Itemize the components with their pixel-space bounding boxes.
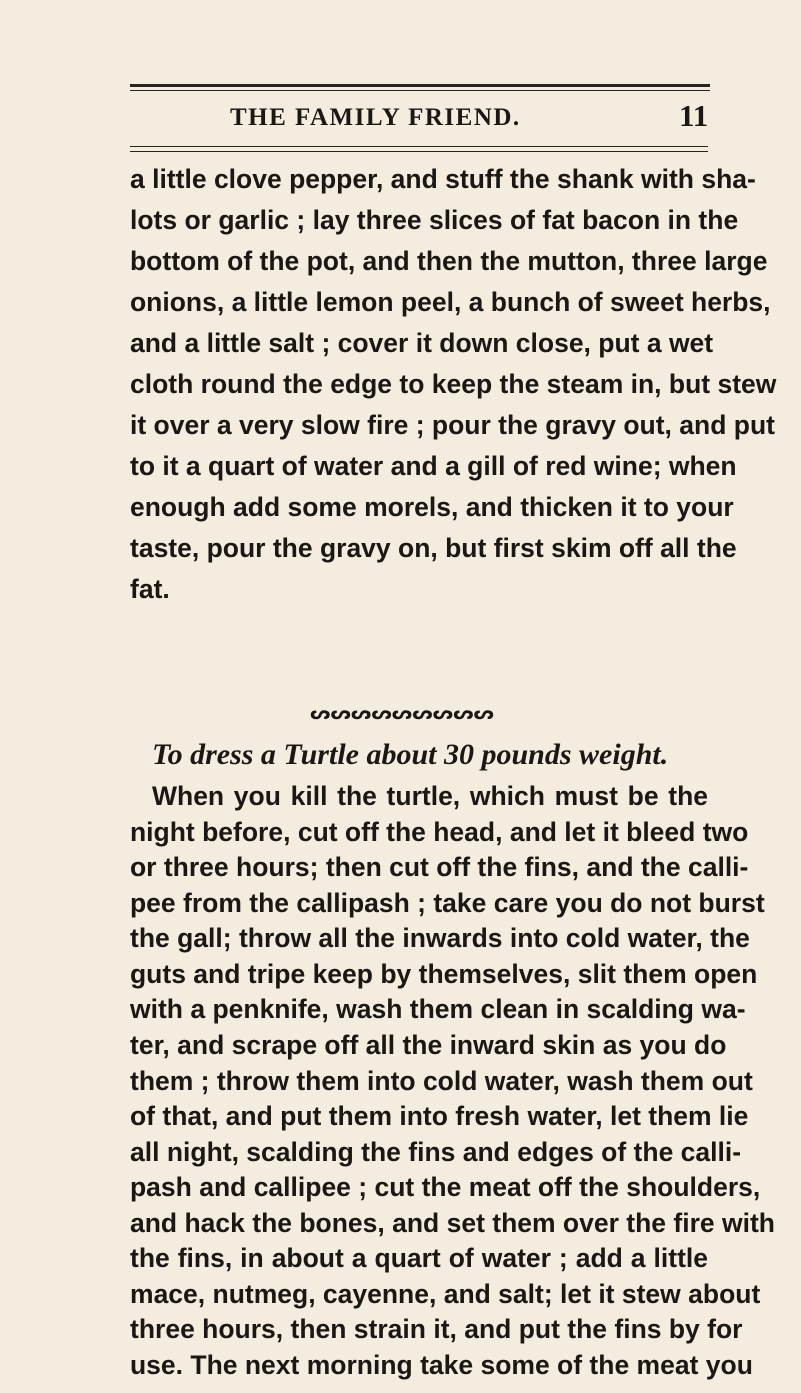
text-line: the fins, in about a quart of water ; add a little: [130, 1243, 708, 1274]
text-line: all night, scalding the fins and edges of the calli-: [130, 1136, 742, 1167]
text-line: When you kill the turtle, which must be the: [152, 781, 708, 811]
text-line: bottom of the pot, and then the mutton, three large: [130, 246, 768, 276]
text-line: enough add some morels, and thicken it to your: [130, 492, 734, 522]
text-line: with a penknife, wash them clean in scalding wa-: [130, 994, 746, 1025]
text-line: to it a quart of water and a gill of red wine; when: [130, 451, 737, 481]
text-line: or three hours; then cut off the fins, and the calli-: [130, 852, 749, 883]
text-line: use. The next morning take some of the meat you: [130, 1350, 753, 1380]
page-number: 11: [679, 98, 709, 133]
text-line: pee from the callipash ; take care you do not burst: [130, 887, 765, 918]
text-line: them ; throw them into cold water, wash them out: [130, 1065, 753, 1096]
top-rule: [130, 84, 710, 87]
section-heading: To dress a Turtle about 30 pounds weight.: [152, 738, 669, 771]
text-line: onions, a little lemon peel, a bunch of sweet herbs,: [130, 287, 771, 317]
text-line: taste, pour the gravy on, but first skim off all the: [130, 533, 737, 563]
text-line: and a little salt ; cover it down close, put a wet: [130, 328, 714, 358]
text-line: fat.: [130, 574, 170, 604]
text-line: three hours, then strain it, and put the fins by for: [130, 1314, 743, 1345]
text-line: cloth round the edge to keep the steam in, but stew: [130, 369, 777, 399]
header-rule-thin: [130, 151, 708, 152]
text-line: mace, nutmeg, cayenne, and salt; let it stew about: [130, 1278, 761, 1309]
text-line: and hack the bones, and set them over the fire with: [130, 1207, 775, 1238]
text-line: pash and callipee ; cut the meat off the shoulders,: [130, 1172, 761, 1203]
text-line: guts and tripe keep by themselves, slit them open: [130, 958, 758, 989]
text-line: night before, cut off the head, and let it bleed two: [130, 816, 749, 847]
top-rule-thin: [130, 90, 710, 91]
text-line: of that, and put them into fresh water, let them lie: [130, 1101, 749, 1132]
header-rule: [130, 146, 708, 147]
text-line: the gall; throw all the inwards into cold water, the: [130, 923, 750, 954]
text-line: a little clove pepper, and stuff the shank with sha-: [130, 164, 756, 194]
text-line: it over a very slow fire ; pour the gravy out, and put: [130, 410, 775, 440]
text-line: ter, and scrape off all the inward skin as you do: [130, 1029, 727, 1060]
text-line: lots or garlic ; lay three slices of fat bacon in the: [130, 205, 739, 235]
running-head: THE FAMILY FRIEND.: [230, 104, 521, 131]
ornament-divider: ᔕᔕᔕᔕᔕᔕᔕᔕᔕ: [310, 703, 494, 723]
